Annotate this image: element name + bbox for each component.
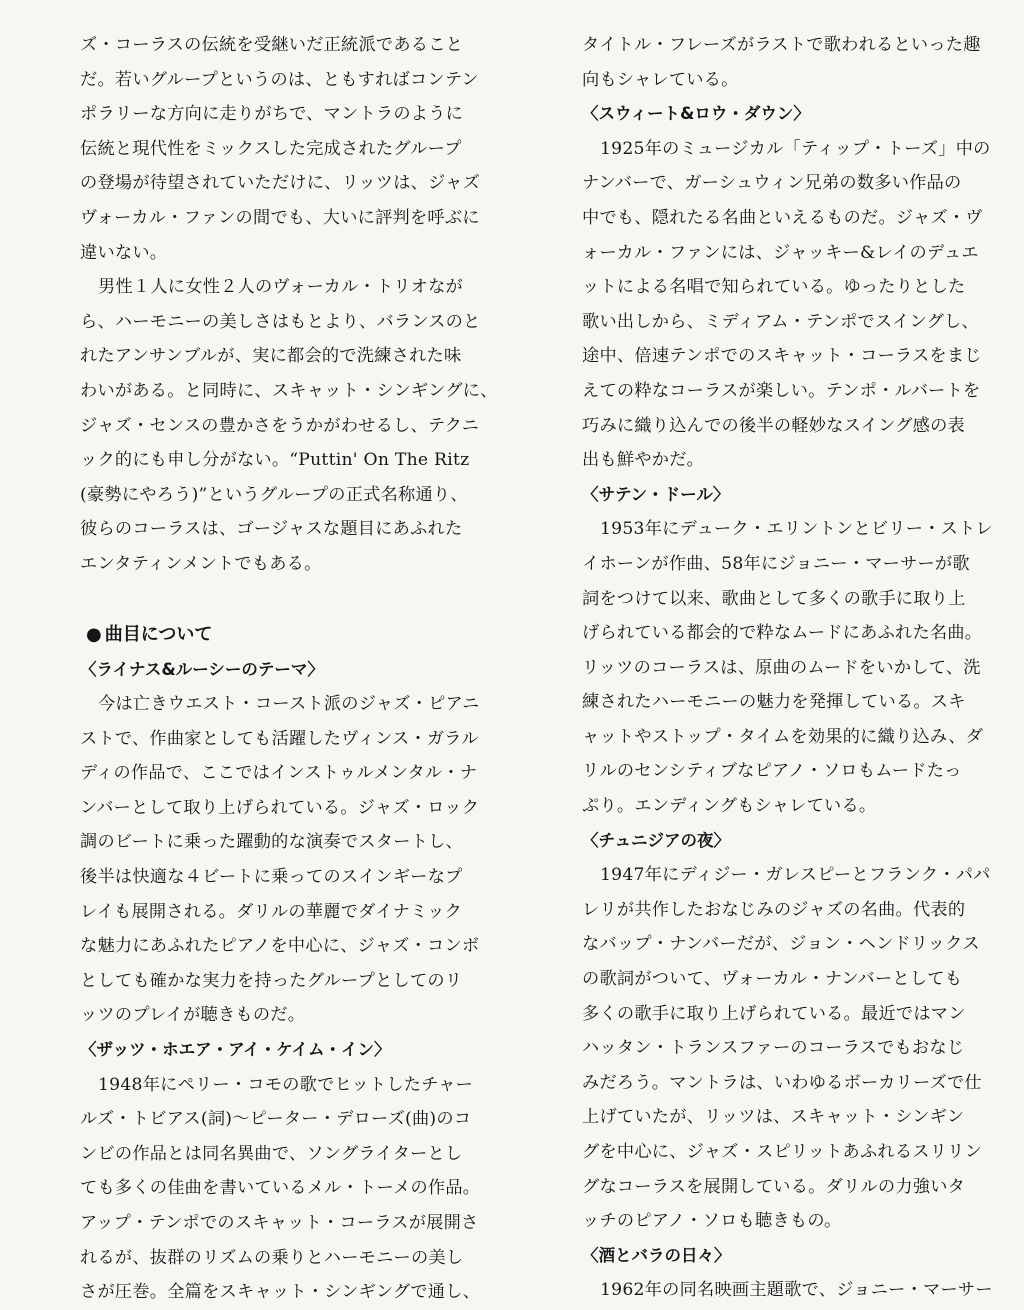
text-line: みだろう。マントラは、いわゆるボーカリーズで仕 — [582, 1072, 982, 1093]
text-line: 1962年の同名映画主題歌で、ジョニー・マーサー — [600, 1280, 993, 1301]
text-line: な魅力にあふれたピアノを中心に、ジャズ・コンボ — [80, 936, 480, 957]
text-line: ぷり。エンディングもシャレている。 — [582, 796, 877, 817]
text-line: 男性１人に女性２人のヴォーカル・トリオなが — [98, 277, 463, 298]
text-line: ジャズ・センスの豊かさをうかがわせるし、テクニ — [80, 415, 480, 436]
text-line: ポラリーな方向に走りがちで、マントラのように — [80, 104, 464, 125]
text-line: 1925年のミュージカル「ティップ・トーズ」中の — [600, 138, 991, 159]
text-line: れるが、抜群のリズムの乗りとハーモニーの美し — [80, 1247, 464, 1268]
text-line: ンビの作品とは同名異曲で、ソングライターとし — [80, 1143, 463, 1164]
text-line: タイトル・フレーズがラストで歌われるといった趣 — [582, 35, 981, 55]
song-entry-sweet-and-lowdown — [582, 97, 1000, 478]
text-line: 詞をつけて以来、歌曲として多くの歌手に取り上 — [582, 588, 966, 609]
right-column — [582, 28, 1000, 1308]
text-line: ッツのプレイが聴きものだ。 — [80, 1005, 306, 1026]
song-entry-thats-where-i-came-in — [80, 1033, 498, 1310]
song-title: 〈ライナス&ルーシーのテーマ〉 — [80, 659, 324, 679]
section-heading-label: 曲目について — [104, 623, 213, 645]
text-line: 中でも、隠れたる名曲といえるものだ。ジャズ・ヴ — [582, 207, 983, 228]
text-line: 彼らのコーラスは、ゴージャスな題目にあふれた — [80, 519, 463, 540]
intro-paragraph — [80, 28, 498, 270]
song-entry-satin-doll — [582, 478, 1000, 824]
text-line: 上げていたが、リッツは、スキャット・シンギン — [582, 1107, 965, 1128]
text-line: ック的にも申し分がない。“Puttin' On The Ritz — [80, 450, 470, 471]
text-line: なバップ・ナンバーだが、ジョン・ヘンドリックス — [582, 934, 980, 955]
text-line: だ。若いグループというのは、ともすればコンテン — [80, 69, 479, 90]
text-line: ォーカル・ファンには、ジャッキー&レイのデュエ — [582, 242, 979, 263]
text-line: げられている都会的で粋なムードにあふれた名曲。 — [582, 623, 983, 644]
text-line: ても多くの佳曲を書いているメル・トーメの作品。 — [80, 1178, 481, 1199]
text-line: ンバーとして取り上げられている。ジャズ・ロック — [80, 797, 480, 818]
text-line: の歌詞がついて、ヴォーカル・ナンバーとしても — [582, 969, 963, 990]
text-line: ストで、作曲家としても活躍したヴィンス・ガラル — [80, 728, 479, 749]
text-line: 練されたハーモニーの魅力を発揮している。スキ — [582, 692, 966, 713]
text-line: 向もシャレている。 — [582, 69, 739, 90]
song-title: 〈酒とバラの日々〉 — [582, 1245, 731, 1265]
text-line: レイも展開される。ダリルの華麗でダイナミック — [80, 901, 463, 922]
bullet-icon: ● — [86, 623, 102, 645]
text-line: えての粋なコーラスが楽しい。テンポ・ルバートを — [582, 380, 981, 401]
text-line: 調のビートに乗った躍動的な演奏でスタートし、 — [80, 832, 463, 853]
text-line: リッツのコーラスは、原曲のムードをいかして、洗 — [582, 657, 981, 678]
song-title: 〈チュニジアの夜〉 — [582, 830, 731, 850]
section-spacer — [80, 582, 498, 617]
song-title: 〈スウィート&ロウ・ダウン〉 — [582, 104, 810, 124]
text-line: グなコーラスを展開している。ダリルの力強いタ — [582, 1176, 966, 1197]
trio-paragraph — [80, 270, 498, 581]
song-entry-days-of-wine-and-roses — [582, 1239, 1000, 1308]
text-line: ヴォーカル・ファンの間でも、大いに評判を呼ぶに — [80, 207, 480, 228]
text-line: 1947年にディジー・ガレスピーとフランク・パパ — [600, 865, 991, 886]
text-line: 巧みに織り込んでの後半の軽妙なスイング感の表 — [582, 415, 965, 436]
text-line: 伝統と現代性をミックスした完成されたグループ — [80, 138, 462, 159]
text-line: ャットやストップ・タイムを効果的に織り込み、ダ — [582, 726, 984, 747]
text-line: ズ・コーラスの伝統を受継いだ正統派であること — [80, 35, 464, 55]
text-line: 今は亡きウエスト・コースト派のジャズ・ピアニ — [98, 694, 480, 715]
text-line: れたアンサンブルが、実に都会的で洗練された味 — [80, 346, 462, 367]
text-line: ットによる名唱で知られている。ゆったりとした — [582, 277, 966, 298]
text-line: ハッタン・トランスファーのコーラスでもおなじ — [582, 1038, 965, 1059]
text-line: 途中、倍速テンポでのスキャット・コーラスをまじ — [582, 346, 982, 367]
text-line: イホーンが作曲、58年にジョニー・マーサーが歌 — [582, 553, 970, 574]
text-line: 1948年にペリー・コモの歌でヒットしたチャー — [98, 1074, 474, 1095]
text-line: ナンバーで、ガーシュウィン兄弟の数多い作品の — [582, 173, 962, 194]
song-entry-night-in-tunisia — [582, 824, 1000, 1239]
text-line: わいがある。と同時に、スキャット・シンギングに、 — [80, 380, 498, 401]
left-column — [80, 28, 498, 1310]
text-line: 出も鮮やかだ。 — [582, 450, 705, 471]
text-line: ら、ハーモニーの美しさはもとより、バランスのと — [80, 311, 481, 332]
text-line: ルズ・トビアス(詞)〜ピーター・デローズ(曲)のコ — [80, 1109, 472, 1130]
text-line: (豪勢にやろう)”というグループの正式名称通り、 — [80, 484, 468, 505]
text-line: さが圧巻。全篇をスキャット・シンギングで通し、 — [80, 1282, 481, 1303]
text-line: 後半は快適な４ビートに乗ってのスインギーなプ — [80, 867, 463, 888]
text-line: 1953年にデューク・エリントンとビリー・ストレ — [600, 519, 993, 540]
song-title: 〈ザッツ・ホエア・アイ・ケイム・イン〉 — [80, 1040, 391, 1060]
text-line: アップ・テンポでのスキャット・コーラスが展開さ — [80, 1213, 479, 1233]
section-heading — [80, 617, 498, 653]
song-title: 〈サテン・ドール〉 — [582, 484, 730, 504]
text-line: エンタティンメントでもある。 — [80, 553, 322, 574]
song-entry-linus-and-lucy — [80, 653, 498, 1034]
text-line: リルのセンシティブなピアノ・ソロもムードたっ — [582, 761, 962, 782]
text-line: としても確かな実力を持ったグループとしてのリ — [80, 970, 463, 991]
text-line: ディの作品で、ここではインストゥルメンタル・ナ — [80, 763, 478, 784]
text-line: 多くの歌手に取り上げられている。最近ではマン — [582, 1003, 966, 1024]
continuation-paragraph — [582, 28, 1000, 97]
text-line: 歌い出しから、ミディアム・テンポでスイングし、 — [582, 311, 979, 332]
text-line: グを中心に、ジャズ・スピリットあふれるスリリン — [582, 1142, 983, 1162]
text-line: レリが共作したおなじみのジャズの名曲。代表的 — [582, 899, 966, 920]
text-line: 違いない。 — [80, 242, 168, 263]
text-line: の登場が待望されていただけに、リッツは、ジャズ — [80, 173, 481, 194]
text-line: ッチのピアノ・ソロも聴きもの。 — [582, 1211, 842, 1232]
